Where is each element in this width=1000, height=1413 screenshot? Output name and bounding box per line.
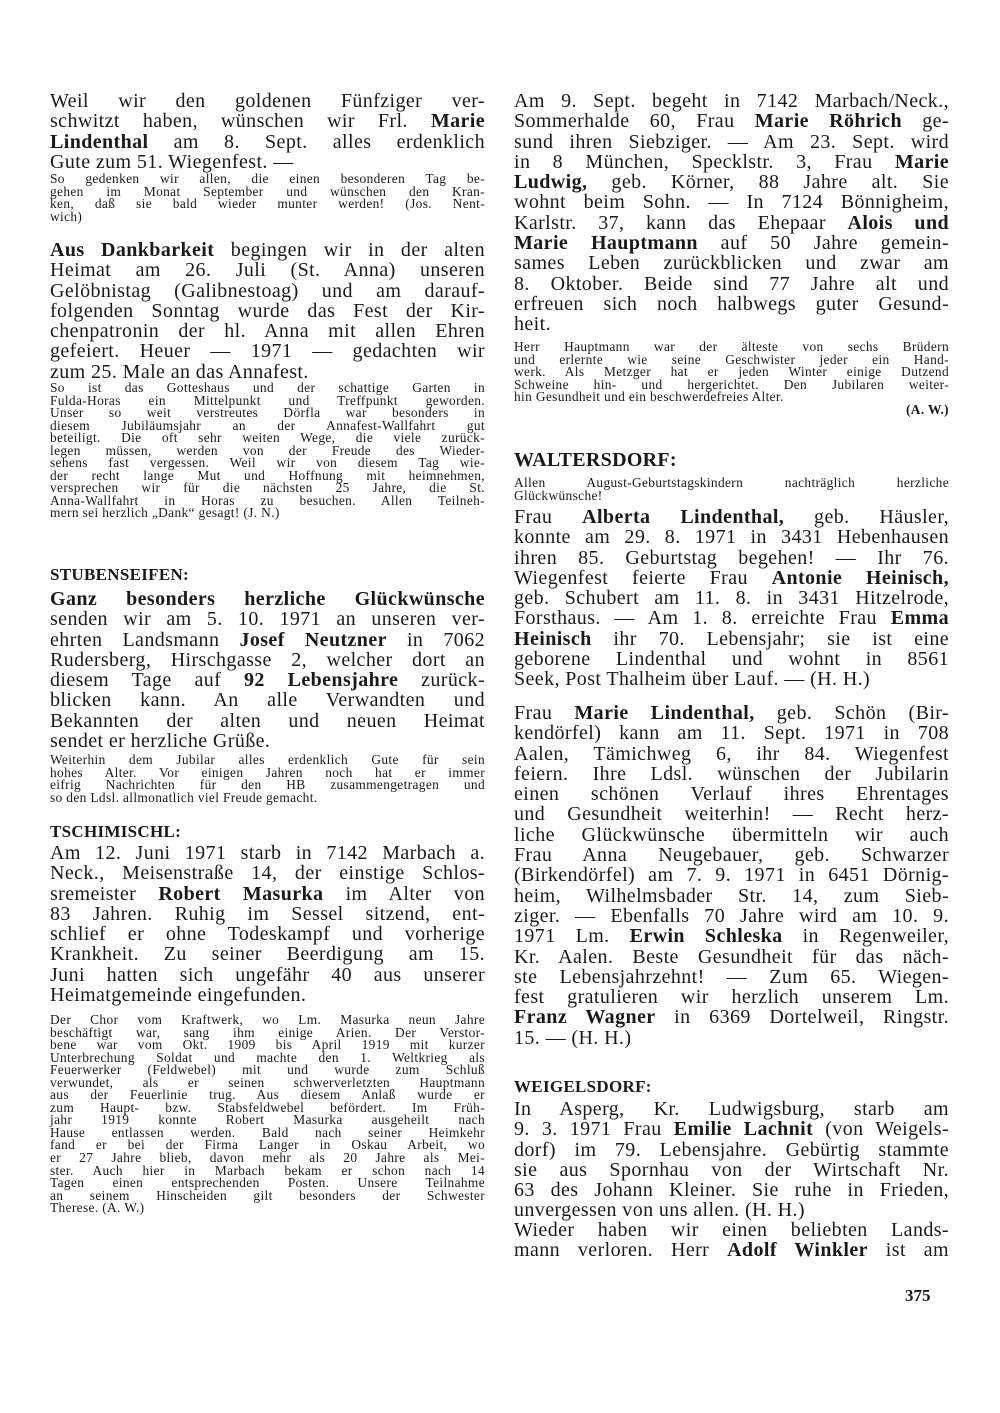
text-line: fand er bei der Firma Langer in Oskau Arbeit, wo <box>50 1137 485 1153</box>
section-heading <box>514 1077 949 1097</box>
text-line: so den Ldsl. allmonatlich viel Freude gemacht. <box>50 789 318 805</box>
text-line: legen müssen, werden von der Freude des Wieder- <box>50 442 485 458</box>
bold-name: Marie <box>894 150 949 173</box>
text-line: Am 9. Sept. begeht in 7142 Marbach/Neck., <box>514 90 949 112</box>
text-line: Franz Wagner in 6369 Dortelweil, Ringstr. <box>514 1006 949 1029</box>
text-line: bene war vom Okt. 1909 bis April 1919 mit kurzer <box>50 1037 485 1053</box>
text-line: Frau Alberta Lindenthal, geb. Häusler, <box>514 506 949 528</box>
text-line: versprechen wir für die nächsten 25 Jahre, die St. <box>50 480 485 496</box>
text-line: ken, daß sie bald wieder munter werden! (Jos. Nent- <box>50 196 485 212</box>
text-line: mern sei herzlich „Dank“ gesagt! (J. N.) <box>50 505 280 521</box>
text-line: unvergessen von uns allen. (H. H.) <box>514 1199 805 1222</box>
bold-name: Emma <box>890 607 949 630</box>
text-line: wohnt beim Sohn. — In 7124 Bönnigheim, <box>514 191 949 214</box>
text-line: in 8 München, Specklstr. 3, Frau Marie <box>514 150 949 173</box>
paragraph <box>514 703 949 1048</box>
text-line: sremeister Robert Masurka im Alter von <box>50 882 485 905</box>
bold-name: Marie Hauptmann <box>514 232 698 255</box>
text-line: Heimat am 26. Juli (St. Anna) unseren <box>50 259 485 282</box>
text-line: Heinisch ihr 70. Lebensjahr; sie ist eine <box>514 627 949 650</box>
note-paragraph <box>50 173 485 223</box>
text-line: chenpatronin der hl. Anna mit allen Ehren <box>50 320 485 343</box>
note-paragraph <box>50 754 485 804</box>
text-line: Weiterhin dem Jubilar alles erdenklich Gute für sein <box>50 752 485 767</box>
bold-name: Robert Masurka <box>158 882 324 905</box>
text-line: 1971 Lm. Erwin Schleska in Regenweiler, <box>514 925 949 948</box>
bold-name: Marie Lindenthal, <box>574 702 755 724</box>
text-line: erfreuen sich noch halbwegs guter Gesund- <box>514 292 949 315</box>
paragraph <box>514 1220 949 1261</box>
page-number: 375 <box>905 1286 931 1305</box>
text-line: STUBENSEIFEN: <box>50 565 189 584</box>
text-line: Aus Dankbarkeit begingen wir in der alten <box>50 239 485 261</box>
text-line: folgenden Sonntag wurde das Fest der Kir- <box>50 299 485 322</box>
text-line: Frau Marie Lindenthal, geb. Schön (Bir- <box>514 702 949 724</box>
paragraph <box>50 589 485 751</box>
text-line: Rudersberg, Hirschgasse 2, welcher dort an <box>50 648 485 671</box>
bold-name: Emilie Lachnit <box>673 1118 814 1141</box>
paragraph <box>514 507 949 690</box>
text-line: geb. Schubert am 11. 8. in 3431 Hitzelrode, <box>514 587 949 610</box>
text-line: TSCHIMISCHL: <box>50 822 182 841</box>
text-line: ste Lebensjahrzehnt! — Zum 65. Wiegen- <box>514 965 949 988</box>
text-line: Aalen, Tämichweg 6, ihr 84. Wiegenfest <box>514 742 949 765</box>
text-line: er 27 Jahre blieb, davon mehr als 20 Jahre als Mei- <box>50 1150 485 1166</box>
text-line: Lindenthal am 8. Sept. alles erdenklich <box>50 130 485 153</box>
text-line: kendörfel) kann am 11. Sept. 1971 in 708 <box>514 722 949 745</box>
text-line: 83 Jahren. Ruhig im Sessel sitzend, ent- <box>50 902 485 925</box>
text-line: ziger. — Ebenfalls 70 Jahre wird am 10. 9. <box>514 904 949 927</box>
text-line: hin Gesundheit und ein beschwerdefreies Alter. <box>514 389 784 405</box>
text-line: zum Haupt- bzw. Stabsfeldwebel befördert. Im Früh- <box>50 1099 485 1115</box>
text-line: In Asperg, Kr. Ludwigsburg, starb am <box>514 1098 949 1120</box>
text-line: und erlernte wie seine Geschwister jeder ein Hand- <box>514 351 949 367</box>
bold-name: Marie Röhrich <box>754 110 902 133</box>
note-paragraph <box>50 382 485 520</box>
bold-name: Alberta Lindenthal, <box>582 506 785 528</box>
text-line: Ludwig, geb. Körner, 88 Jahre alt. Sie <box>514 171 949 194</box>
text-line: heim, Wilhelmsbader Str. 14, zum Sieb- <box>514 884 949 907</box>
bold-name: Antonie Heinisch, <box>771 566 949 589</box>
bold-name: Aus Dankbarkeit <box>50 239 215 261</box>
bold-name: Franz Wagner <box>514 1006 656 1029</box>
text-line: konnte am 29. 8. 1971 in 3431 Hebenhausen <box>514 526 949 549</box>
text-line: 15. — (H. H.) <box>514 1026 632 1049</box>
text-line: eifrig Nachrichten für den HB zusammengetragen und <box>50 777 485 793</box>
text-line: senden wir am 5. 10. 1971 an unseren ver- <box>50 608 485 631</box>
text-line: Therese. (A. W.) <box>50 1200 145 1216</box>
text-line: Fulda-Horas ein Mittelpunkt und Treffpunkt geworden. <box>50 392 485 408</box>
text-line: Karlstr. 37, kann das Ehepaar Alois und <box>514 211 949 234</box>
author-signature: (A. W.) <box>905 401 949 417</box>
text-line: sames Leben zurückblicken und zwar am <box>514 252 949 275</box>
paragraph <box>50 91 485 172</box>
text-line: So ist das Gotteshaus und der schattige Garten in <box>50 380 485 395</box>
text-line: Wiegenfest feierte Frau Antonie Heinisch, <box>514 566 949 589</box>
text-line: Hause entlassen werden. Bald nach seiner Heimkehr <box>50 1124 485 1140</box>
text-line: wich) <box>50 208 83 224</box>
section-heading <box>50 822 485 842</box>
text-line: beteiligt. Die oft sehr weiten Wege, die viele zurück- <box>50 430 485 446</box>
text-line: schlief er ohne Todeskampf und vorherige <box>50 923 485 946</box>
note-paragraph <box>50 1014 485 1215</box>
text-line: mann verloren. Herr Adolf Winkler ist am <box>514 1239 949 1262</box>
text-line: Am 12. Juni 1971 starb in 7142 Marbach a. <box>50 842 485 864</box>
text-line: aus der Feuerlinie trug. Aus diesem Anlaß wurde er <box>50 1087 485 1103</box>
text-line: (Birkendörfel) am 7. 9. 1971 in 6451 Dörnig- <box>514 864 949 887</box>
text-line: 9. 3. 1971 Frau Emilie Lachnit (von Weigels- <box>514 1118 950 1141</box>
text-line: sie aus Spornhau von der Wirtschaft Nr. <box>514 1158 949 1181</box>
bold-name: Alois und <box>847 211 949 234</box>
text-line: Tagen einen entsprechenden Posten. Unsere Teilnahme <box>50 1175 485 1191</box>
text-line: Krankheit. Zu seiner Beerdigung am 15. <box>50 943 485 966</box>
text-line: Herr Hauptmann war der älteste von sechs Brüdern <box>514 339 949 354</box>
text-line: gefeiert. Heuer — 1971 — gedachten wir <box>50 340 485 363</box>
section-heading <box>514 450 949 470</box>
text-line: Juni hatten sich ungefähr 40 aus unserer <box>50 963 485 986</box>
text-line: geborene Lindenthal und wohnt in 8561 <box>514 648 949 671</box>
note-paragraph <box>514 477 949 502</box>
text-line: sendet er herzliche Grüße. <box>50 730 271 753</box>
paragraph <box>514 1099 949 1221</box>
text-line: und Gesundheit weiterhin! — Recht herz- <box>514 803 949 826</box>
text-line: ehrten Landsmann Josef Neutzner in 7062 <box>50 628 485 651</box>
text-line: Kr. Aalen. Beste Gesundheit für das näch- <box>514 945 949 968</box>
text-line: Wieder haben wir einen beliebten Lands- <box>514 1219 949 1241</box>
text-line: an seinem Hinscheiden gilt besonders der Schwester <box>50 1187 485 1203</box>
paragraph <box>50 240 485 382</box>
text-line: Sommerhalde 60, Frau Marie Röhrich ge- <box>514 110 949 133</box>
text-line: beschäftigt war, sang ihm einige Arien. Der Verstor- <box>50 1024 485 1040</box>
text-line: WALTERSDORF: <box>514 449 677 471</box>
text-line: 8. Oktober. Beide sind 77 Jahre alt und <box>514 272 949 295</box>
text-line: diesem Jubiläumsjahr an der Annafest-Wallfahrt gut <box>50 417 485 433</box>
paragraph <box>514 91 949 335</box>
text-line: liche Glückwünsche übermitteln wir auch <box>514 823 949 846</box>
bold-name: Marie <box>430 110 485 133</box>
bold-name: Heinisch <box>514 627 592 650</box>
text-line: heit. <box>514 313 551 336</box>
text-line: zum 25. Male an das Annafest. <box>50 360 309 383</box>
text-line: Forsthaus. — Am 1. 8. erreichte Frau Emma <box>514 607 949 630</box>
paragraph <box>50 843 485 1005</box>
text-line: einen schönen Verlauf ihres Ehrentages <box>514 783 949 806</box>
text-line: Neck., Meisenstraße 14, der einstige Schlos- <box>50 862 485 885</box>
text-line: So gedenken wir allen, die einen besonderen Tag be- <box>50 171 485 186</box>
text-line: blicken kann. An alle Verwandten und <box>50 689 485 712</box>
section-heading <box>50 565 485 585</box>
text-line: hohes Alter. Vor einigen Jahren noch hat er immer <box>50 764 485 780</box>
bold-name: Erwin Schleska <box>629 925 783 948</box>
text-line <box>50 589 485 609</box>
text-line: Allen August-Geburtstagskindern nachträglich herzliche <box>514 475 949 490</box>
bold-name: Josef Neutzner <box>239 628 387 651</box>
text-line: feiern. Ihre Ldsl. wünschen der Jubilarin <box>514 762 949 785</box>
text-line: WEIGELSDORF: <box>514 1077 652 1096</box>
bold-name: Ganz besonders herzliche Glückwünsche <box>50 588 485 610</box>
text-line: Unterbrechung Soldat und machte den 1. Weltkrieg als <box>50 1049 485 1065</box>
text-line: Bekannten der alten und neuen Heimat <box>50 709 485 732</box>
text-line: Seek, Post Thalheim über Lauf. — (H. H.) <box>514 668 871 691</box>
text-line: verwundet, als er seinen schwerverletzten Hauptmann <box>50 1074 485 1090</box>
text-line: Weil wir den goldenen Fünfziger ver- <box>50 90 485 112</box>
text-line: jahr 1919 konnte Robert Masurka ausgeheilt nach <box>50 1112 485 1128</box>
bold-name: 92 Lebensjahre <box>244 669 399 692</box>
text-line: Heimatgemeinde eingefunden. <box>50 984 307 1007</box>
text-line: Gute zum 51. Wiegenfest. — <box>50 150 294 173</box>
bold-name: Adolf Winkler <box>727 1239 868 1262</box>
text-line: Glückwünsche! <box>514 487 603 503</box>
text-line: diesem Tage auf 92 Lebensjahre zurück- <box>50 669 486 692</box>
text-line: dorf) im 79. Lebensjahre. Gebürtig stammte <box>514 1138 949 1161</box>
text-line: Anna-Wallfahrt in Horas zu besuchen. Allen Teilneh- <box>50 492 485 508</box>
text-line: ster. Auch hier in Marbach bekam er schon nach 14 <box>50 1162 485 1178</box>
text-line: Frau Anna Neugebauer, geb. Schwarzer <box>514 844 949 867</box>
text-line: Feuerwerker (Feldwebel) mit und wurde zum Schluß <box>50 1062 485 1078</box>
text-line: Marie Hauptmann auf 50 Jahre gemein- <box>514 232 949 255</box>
text-line: Unser so weit verstreutes Dörfla war besonders in <box>50 405 485 421</box>
text-line: fest gratulieren wir herzlich unserem Lm. <box>514 986 949 1009</box>
text-line: der recht lange Mut und Hoffnung mit heimnehmen, <box>50 467 485 483</box>
text-line: ihren 85. Geburtstag begehen! — Ihr 76. <box>514 546 949 569</box>
text-line: 63 des Johann Kleiner. Sie ruhe in Frieden, <box>514 1179 949 1202</box>
text-line: Gelöbnistag (Galibnestoag) und am darauf- <box>50 279 485 302</box>
text-line: Der Chor vom Kraftwerk, wo Lm. Masurka neun Jahre <box>50 1012 485 1027</box>
note-paragraph <box>514 341 949 416</box>
text-line: sund ihren Siebziger. — Am 23. Sept. wird <box>514 130 949 153</box>
text-line: werk. Als Metzger hat er jeden Winter einige Dutzend <box>514 364 949 380</box>
bold-name: Ludwig, <box>514 171 588 194</box>
text-line: gehen im Monat September und wünschen den Kran- <box>50 183 485 199</box>
text-line: sehens fast vergessen. Weil wir von diesem Tag wie- <box>50 455 485 471</box>
bold-name: Lindenthal <box>50 130 149 153</box>
text-line: Schweine hin- und hergerichtet. Den Jubilaren weiter- <box>514 376 949 392</box>
text-line: schwitzt haben, wünschen wir Frl. Marie <box>50 110 485 133</box>
